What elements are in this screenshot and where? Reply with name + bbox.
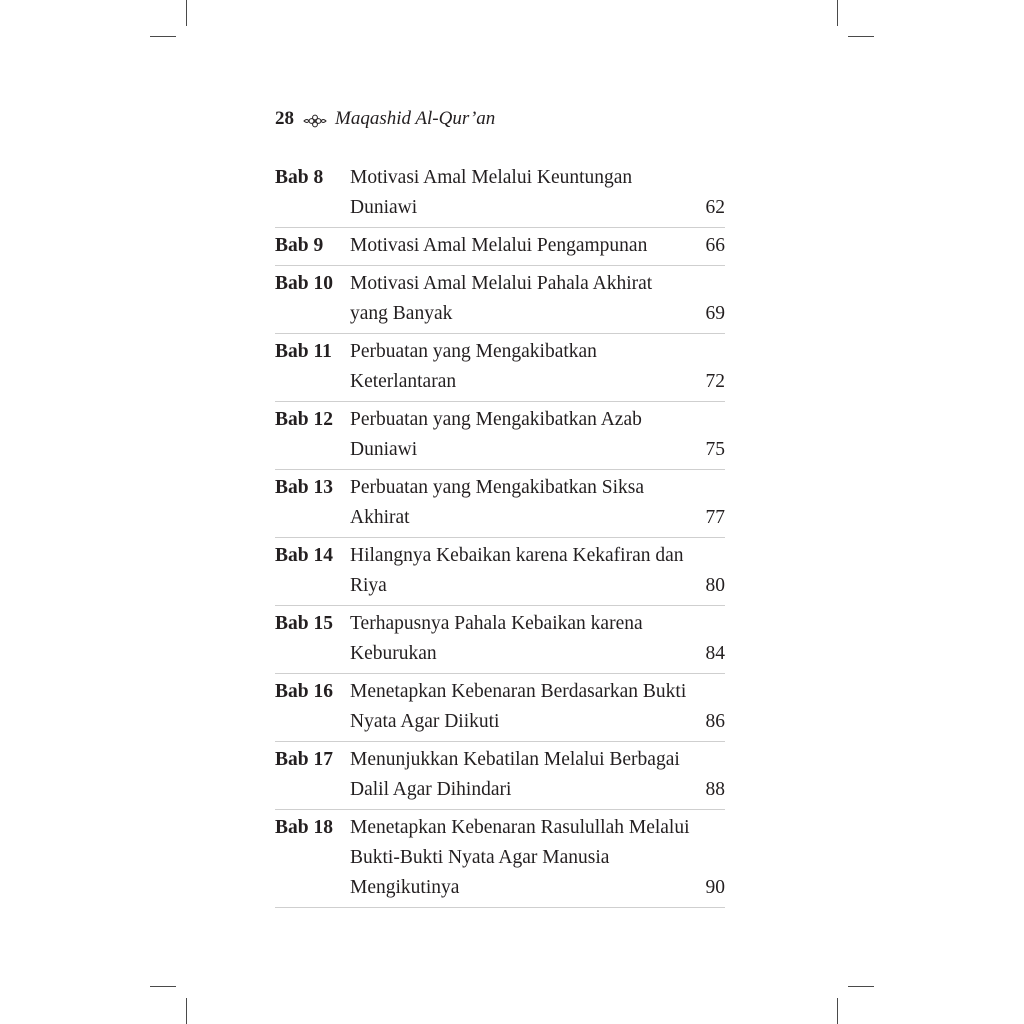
chapter-label: Bab 18: [275, 817, 333, 838]
chapter-label: Bab 12: [275, 409, 333, 430]
toc-entry[interactable]: [275, 540, 725, 606]
chapter-page-number: 62: [705, 197, 725, 218]
chapter-label: Bab 9: [275, 235, 324, 256]
chapter-label: Bab 16: [275, 681, 333, 702]
toc-entry[interactable]: [275, 404, 725, 470]
chapter-label: Bab 17: [275, 749, 333, 770]
chapter-title: Motivasi Amal Melalui Keuntungan Duniawi: [350, 167, 633, 218]
toc-entry[interactable]: [275, 230, 725, 266]
chapter-label: Bab 13: [275, 477, 333, 498]
chapter-title: Terhapusnya Pahala Kebaikan karena Keburukan: [350, 613, 643, 664]
toc-entry[interactable]: [275, 162, 725, 228]
chapter-page-number: 72: [705, 371, 725, 392]
chapter-title: Menunjukkan Kebatilan Melalui Berbagai Dalil Agar Dihindari: [350, 749, 680, 800]
toc-entry[interactable]: [275, 744, 725, 810]
crop-mark-bottom-left-horizontal: [150, 986, 176, 987]
toc-entry[interactable]: [275, 336, 725, 402]
chapter-title: Motivasi Amal Melalui Pengampunan: [350, 235, 648, 256]
toc-entry[interactable]: [275, 608, 725, 674]
crop-mark-top-left-horizontal: [150, 36, 176, 37]
crop-mark-top-left-vertical: [186, 0, 187, 26]
chapter-page-number: 66: [705, 235, 725, 256]
floral-ornament-icon: [303, 112, 327, 126]
chapter-title: Perbuatan yang Mengakibatkan Keterlantaran: [350, 341, 597, 392]
chapter-title: Menetapkan Kebenaran Berdasarkan Bukti Nyata Agar Diikuti: [350, 681, 687, 732]
chapter-label: Bab 11: [275, 341, 332, 362]
chapter-page-number: 77: [705, 507, 725, 528]
chapter-page-number: 69: [705, 303, 725, 324]
toc-entry[interactable]: [275, 676, 725, 742]
crop-mark-bottom-left-vertical: [186, 998, 187, 1024]
table-of-contents: [275, 162, 725, 910]
crop-mark-top-right-vertical: [837, 0, 838, 26]
book-title: Maqashid Al-Qur’an: [335, 108, 496, 129]
crop-mark-bottom-right-vertical: [837, 998, 838, 1024]
chapter-title: Hilangnya Kebaikan karena Kekafiran dan Riya: [350, 545, 684, 596]
chapter-page-number: 88: [705, 779, 725, 800]
chapter-page-number: 80: [705, 575, 725, 596]
chapter-title: Menetapkan Kebenaran Rasulullah Melalui Bukti-Bukti Nyata Agar Manusia Mengikutinya: [350, 817, 690, 898]
page-number: 28: [275, 108, 294, 129]
crop-mark-top-right-horizontal: [848, 36, 874, 37]
chapter-page-number: 86: [705, 711, 725, 732]
chapter-page-number: 75: [705, 439, 725, 460]
toc-entry[interactable]: [275, 812, 725, 908]
chapter-title: Motivasi Amal Melalui Pahala Akhirat yang Banyak: [350, 273, 653, 324]
toc-entry[interactable]: [275, 472, 725, 538]
chapter-page-number: 90: [705, 877, 725, 898]
chapter-label: Bab 14: [275, 545, 333, 566]
crop-mark-bottom-right-horizontal: [848, 986, 874, 987]
chapter-label: Bab 8: [275, 167, 324, 188]
running-header: [275, 104, 495, 134]
chapter-page-number: 84: [705, 643, 725, 664]
chapter-title: Perbuatan yang Mengakibatkan Siksa Akhirat: [350, 477, 645, 528]
toc-entry[interactable]: [275, 268, 725, 334]
chapter-title: Perbuatan yang Mengakibatkan Azab Duniawi: [350, 409, 642, 460]
chapter-label: Bab 15: [275, 613, 333, 634]
chapter-label: Bab 10: [275, 273, 333, 294]
